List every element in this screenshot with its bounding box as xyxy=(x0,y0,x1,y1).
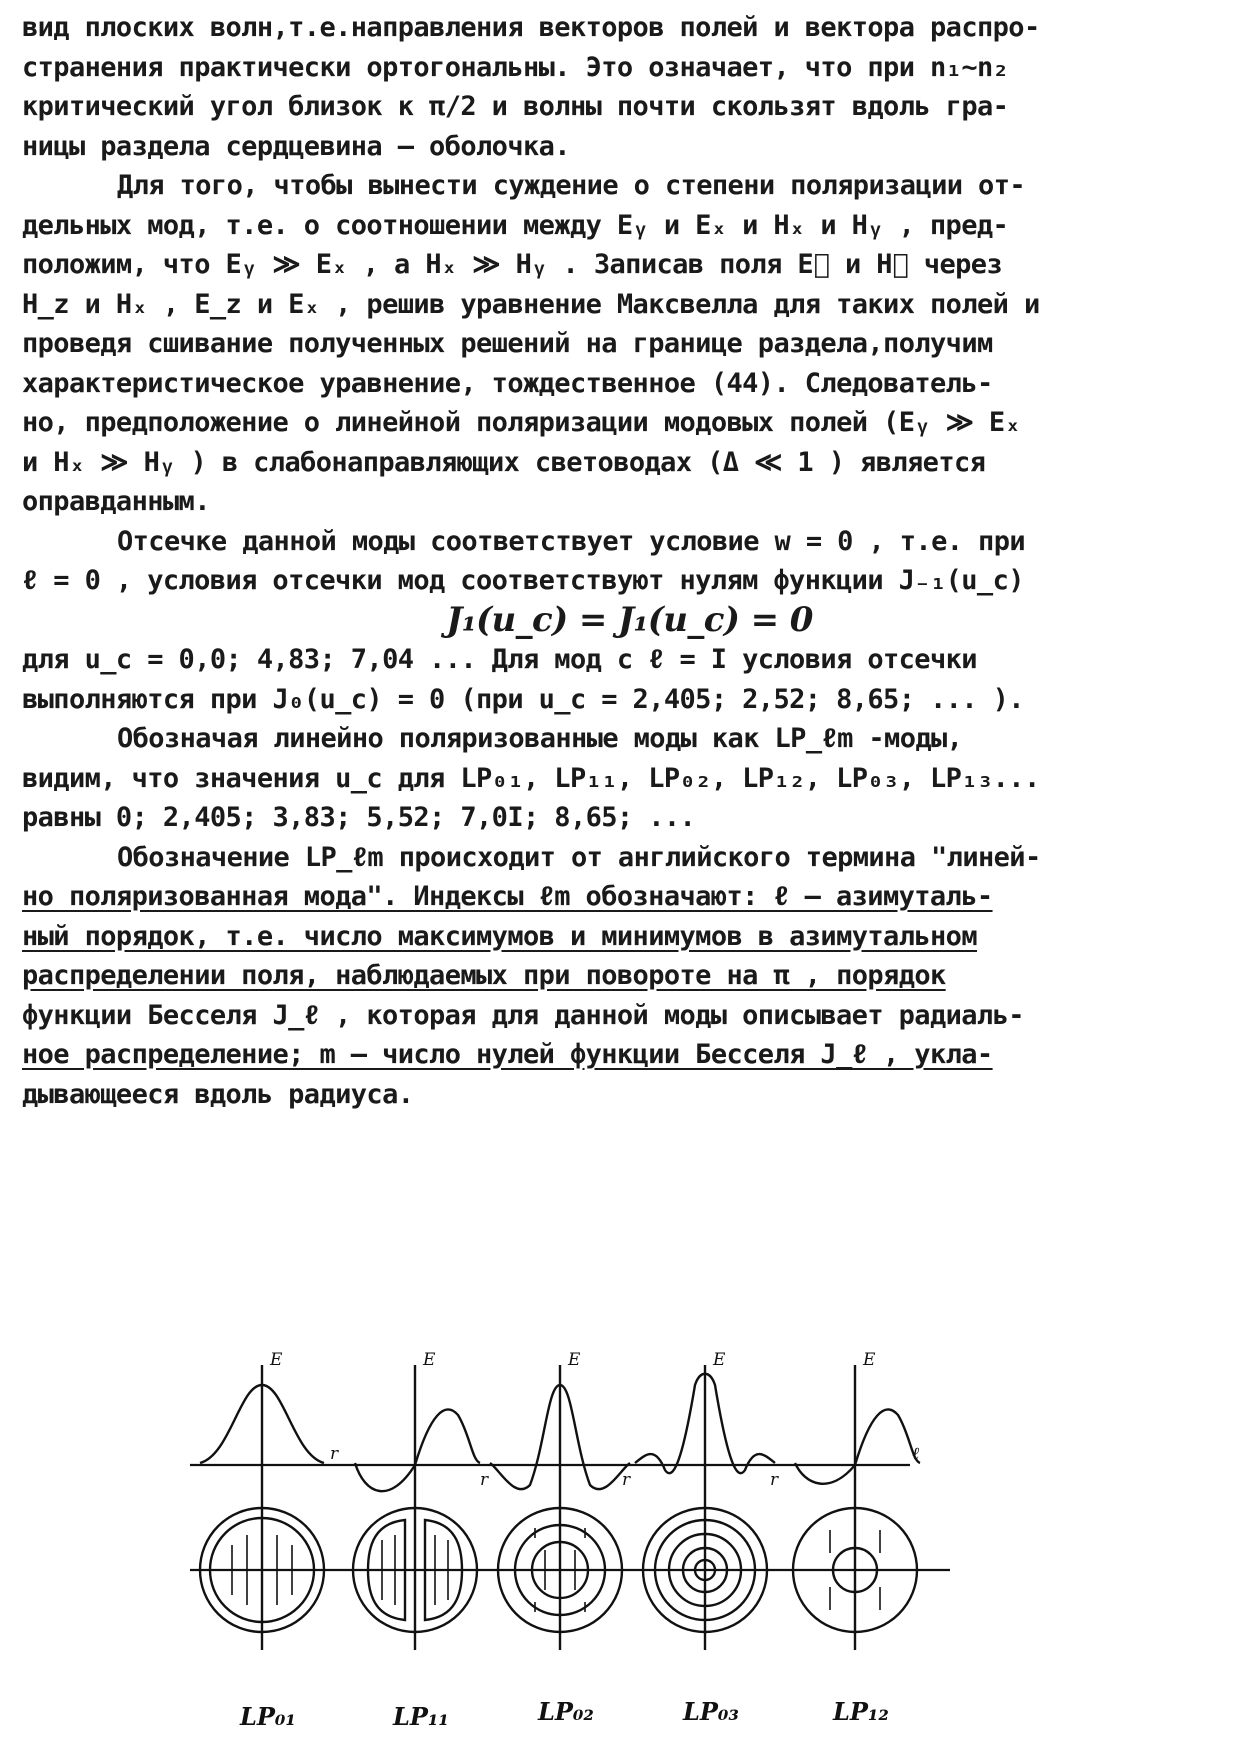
text-line: распределении поля, наблюдаемых при повороте на π , порядок xyxy=(22,960,946,991)
text-line: дывающееся вдоль радиуса. xyxy=(22,1078,414,1110)
text-line: ℓ = 0 , условия отсечки мод соответствуют нулям функции J₋₁(u_c) xyxy=(22,565,1024,596)
text-line: для u_c = 0,0; 4,83; 7,04 ... Для мод с ℓ = I условия отсечки xyxy=(22,644,977,675)
text-line: странения практически ортогональны. Это означает, что при n₁~n₂ xyxy=(22,51,1009,83)
text-line: характеристическое уравнение, тождественное (44). Следователь- xyxy=(22,367,993,399)
text-line: Отсечке данной моды соответствует условие w = 0 , т.е. при xyxy=(117,525,1026,557)
text-line: Обозначая линейно поляризованные моды как LP_ℓm -моды, xyxy=(117,723,963,754)
r-axis-label: r xyxy=(480,1470,489,1490)
text-line: оправданным. xyxy=(22,486,210,517)
text-line: и Hₓ ≫ Hᵧ ) в слабонаправляющих световодах (Δ ≪ 1 ) является xyxy=(22,446,986,478)
e-axis-label: E xyxy=(270,1350,283,1370)
text-line: ницы раздела сердцевина – оболочка. xyxy=(22,130,570,162)
text-line: положим, что Eᵧ ≫ Eₓ , а Hₓ ≫ Hᵧ . Записав поля E⃗ и H⃗ через xyxy=(22,249,1003,280)
mode-lp01 xyxy=(200,1365,324,1650)
mode-label: LP₀₁ xyxy=(240,1702,296,1731)
mode-label: LP₀₃ xyxy=(683,1697,739,1726)
text-line: дельных мод, т.е. о соотношении между Eᵧ и Eₓ и Hₓ и Hᵧ , пред- xyxy=(22,209,1009,241)
text-line: видим, что значения u_c для LP₀₁, LP₁₁, LP₀₂, LP₁₂, LP₀₃, LP₁₃... xyxy=(22,762,1040,794)
mode-label: LP₁₁ xyxy=(393,1702,449,1731)
text-line: H_z и Hₓ , E_z и Eₓ , решив уравнение Максвелла для таких полей и xyxy=(22,288,1040,320)
mode-lp03 xyxy=(635,1365,775,1650)
text-line: но, предположение о линейной поляризации модовых полей (Eᵧ ≫ Eₓ xyxy=(22,407,1021,438)
text-line: проведя сшивание полученных решений на границе раздела,получим xyxy=(22,328,993,359)
mode-figure xyxy=(190,1345,1070,1735)
text-line: Для того, чтобы вынести суждение о степени поляризации от- xyxy=(117,170,1026,201)
mode-lp02 xyxy=(490,1365,630,1650)
mode-diagram xyxy=(190,1345,1070,1735)
text-line: Обозначение LP_ℓm происходит от английского термина "линей- xyxy=(117,841,1041,873)
mode-lp12 xyxy=(793,1365,920,1650)
text-line: критический угол близок к π/2 и волны почти скользят вдоль гра- xyxy=(22,91,1009,122)
mode-lp11 xyxy=(353,1365,480,1650)
text-line: ное распределение; m – число нулей функции Бесселя J_ℓ , укла- xyxy=(22,1039,993,1070)
r-axis-label: r xyxy=(770,1470,779,1490)
text-line: ный порядок, т.е. число максимумов и минимумов в азимутальном xyxy=(22,920,977,952)
text-line: равны 0; 2,405; 3,83; 5,52; 7,0I; 8,65; ... xyxy=(22,802,696,833)
r-axis-label: r xyxy=(622,1470,631,1490)
l-axis-label: ℓ xyxy=(912,1444,920,1464)
r-axis-label: r xyxy=(330,1444,339,1464)
formula: J₁(u_c) = J₁(u_c) = 0 xyxy=(446,599,813,640)
e-axis-label: E xyxy=(863,1350,876,1370)
text-line: выполняются при J₀(u_c) = 0 (при u_c = 2,405; 2,52; 8,65; ... ). xyxy=(22,683,1024,715)
text-line: функции Бесселя J_ℓ , которая для данной моды описывает радиаль- xyxy=(22,999,1024,1031)
text-line: но поляризованная мода". Индексы ℓm обозначают: ℓ – азимуталь- xyxy=(22,881,993,912)
e-axis-label: E xyxy=(423,1350,436,1370)
body-text xyxy=(22,8,1237,1114)
mode-label: LP₁₂ xyxy=(833,1697,889,1726)
e-axis-label: E xyxy=(713,1350,726,1370)
e-axis-label: E xyxy=(568,1350,581,1370)
text-line: вид плоских волн,т.е.направления векторов полей и вектора распро- xyxy=(22,12,1040,43)
mode-label: LP₀₂ xyxy=(538,1697,594,1726)
